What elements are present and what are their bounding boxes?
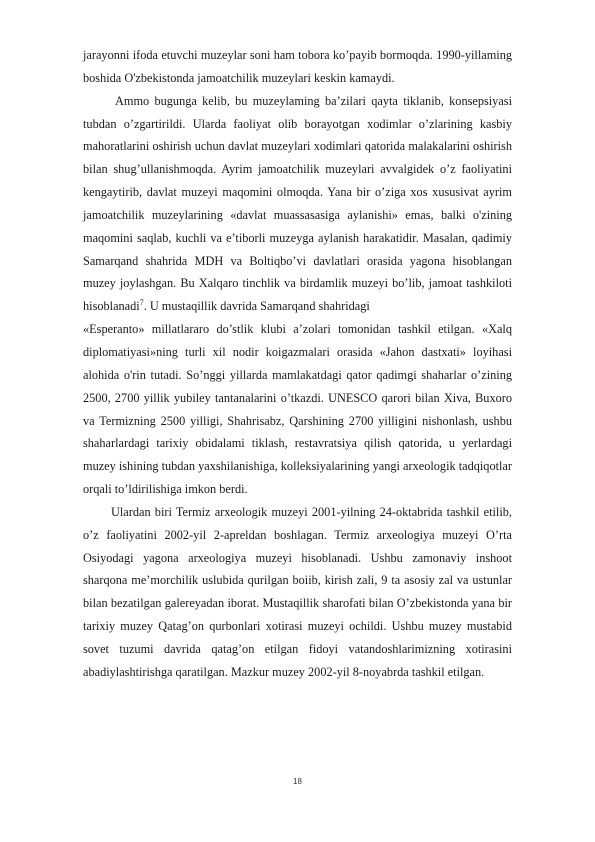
paragraph-3 xyxy=(83,318,512,501)
footnote-marker[interactable]: 7 xyxy=(139,298,144,308)
paragraph-2-tail: . U mustaqillik davrida Samarqand shahridagi xyxy=(143,299,370,314)
paragraph-2 xyxy=(83,90,512,318)
paragraph-4 xyxy=(83,501,512,684)
paragraph-3-text: «Esperanto» millatlararo do’stlik klubi a’zolari tomonidan tashkil etilgan. «Xalq diplomatiyasi»ning turli xil nodir koigazmalari orasida «Jahon dastxati» loyihasi alohida o'rin tutadi. So’nggi yillarda mamlakatdagi qator qadimgi shaharlar o’zining 2500, 2700 yillik yubiley tantanalarini o’tkazdi. UNESCO qarori bilan Xiva, Buxoro va Termizning 2500 yilligi, Shahrisabz, Qarshining 2700 yilligini nishonlash, ushbu shaharlardagi tarixiy obidalami tiklash, restavratsiya qilish qatorida, u yerlardagi muzey ishining tubdan yaxshilanishiga, kolleksiyalarining yangi arxeologik tadqiqotlar orqali to’ldirilishiga imkon berdi. xyxy=(83,322,512,497)
paragraph-4-text: Ulardan biri Termiz arxeologik muzeyi 2001-yilning 24-oktabrida tashkil etilib, o’z faoliyatini 2002-yil 2-apreldan boshlagan. Termiz arxeologiya muzeyi O’rta Osiyodagi yagona arxeologiya muzeyi hisoblanadi. Ushbu zamonaviy inshoot sharqona me’morchilik uslubida qurilgan boiib, kirish zali, 9 ta asosiy zal va ustunlar bilan bezatilgan galereyadan iborat. Mustaqillik sharofati bilan O’zbekistonda yana bir tarixiy muzey Qatag’on qurbonlari xotirasi muzeyi ochildi. Ushbu muzey mustabid sovet tuzumi davrida qatag’on etilgan fidoyi vatandoshlarimizning xotirasini abadiylashtirishga qaratilgan. Mazkur muzey 2002-yil 8-noyabrda tashkil etilgan. xyxy=(83,504,512,679)
paragraph-2-text: Ammo bugunga kelib, bu muzeylaming ba’zilari qayta tiklanib, konsepsiyasi tubdan o’zgartirildi. Ularda faoliyat olib borayotgan xodimlar o’zlarining kasbiy mahoratlarini oshirish uchun davlat muzeylari xodimlari qatorida malakalarini oshirish bilan shug’ullanishmoqda. Ayrim jamoatchilik muzeylari avvalgidek o’z faoliyatini kengaytirib, davlat muzeyi maqomini olmoqda. Yana bir o’ziga xos xususivat ayrim jamoatchilik muzeylarining «davlat muassasasiga aylanishi» emas, balki o'zining maqomini saqlab, kuchli va e’tiborli muzeyga aylanish harakatidir. Masalan, qadimiy Samarqand shahrida MDH va Boltiqbo’vi davlatlari orasida yagona hisoblangan muzey joylashgan. Bu Xalqaro tinchlik va birdamlik muzeyi bo’lib, jamoat tashkiloti hisoblanadi xyxy=(83,93,512,314)
page-number: 18 xyxy=(293,777,302,786)
body-text xyxy=(83,44,512,684)
paragraph-1 xyxy=(83,44,512,90)
paragraph-1-text: jarayonni ifoda etuvchi muzeylar soni ham tobora ko’payib bormoqda. 1990-yillaming boshida O'zbekistonda jamoatchilik muzeylari keskin kamaydi. xyxy=(83,48,512,85)
